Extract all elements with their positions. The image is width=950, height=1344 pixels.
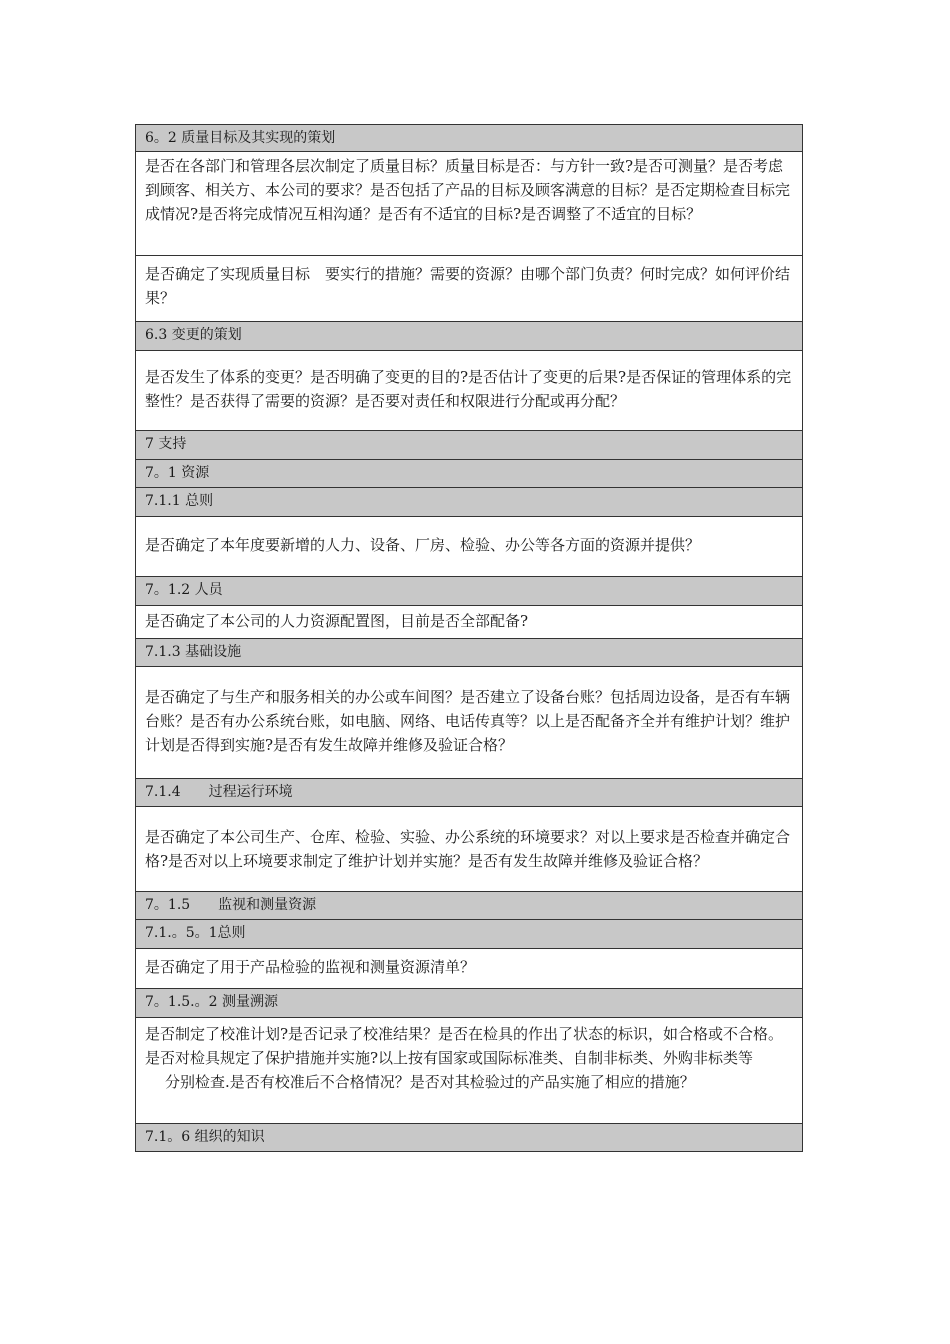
checklist-item: 是否确定了与生产和服务相关的办公或车间图？是否建立了设备台账？包括周边设备，是否有车辆台账？是否有办公系统台账，如电脑、网络、电话传真等？以上是否配备齐全并有维护计划？维护计划是否得到实施?是否有发生故障并维修及验证合格？ <box>136 667 802 779</box>
checklist-item: 是否发生了体系的变更？是否明确了变更的目的?是否估计了变更的后果?是否保证的管理体系的完整性？是否获得了需要的资源？是否要对责任和权限进行分配或再分配？ <box>136 351 802 431</box>
section-heading-7-1-3: 7.1.3 基础设施 <box>136 639 802 667</box>
section-heading-7-1-5-2: 7。1.5.。2 测量溯源 <box>136 989 802 1018</box>
section-heading-7-1: 7。1 资源 <box>136 460 802 488</box>
section-heading-6-2: 6。2 质量目标及其实现的策划 <box>136 125 802 152</box>
section-heading-7: 7 支持 <box>136 431 802 460</box>
audit-checklist-table <box>135 124 803 1152</box>
checklist-item: 是否在各部门和管理各层次制定了质量目标？质量目标是否：与方针一致?是否可测量？是否考虑到顾客、相关方、本公司的要求？是否包括了产品的目标及顾客满意的目标？是否定期检查目标完成情况?是否将完成情况互相沟通？是否有不适宜的目标?是否调整了不适宜的目标？ <box>136 152 802 256</box>
section-heading-7-1-1: 7.1.1 总则 <box>136 488 802 517</box>
checklist-item: 是否确定了本公司的人力资源配置图，目前是否全部配备? <box>136 606 802 639</box>
checklist-item-continuation: 分别检查.是否有校准后不合格情况？是否对其检验过的产品实施了相应的措施？ <box>165 1073 695 1091</box>
section-heading-6-3: 6.3 变更的策划 <box>136 322 802 351</box>
checklist-item-text: 是否制定了校准计划?是否记录了校准结果？是否在检具的作出了状态的标识，如合格或不合格。是否对检具规定了保护措施并实施?以上按有国家或国际标准类、自制非标类、外购非标类等 <box>145 1025 784 1067</box>
section-heading-7-1-5-1: 7.1.。5。1总则 <box>136 920 802 949</box>
section-heading-7-1-5: 7。1.5 监视和测量资源 <box>136 892 802 920</box>
checklist-item: 是否确定了实现质量目标 要实行的措施？需要的资源？由哪个部门负责？何时完成？如何评价结果？ <box>136 256 802 322</box>
checklist-item: 是否确定了用于产品检验的监视和测量资源清单？ <box>136 949 802 989</box>
checklist-item <box>136 1018 802 1124</box>
checklist-item: 是否确定了本公司生产、仓库、检验、实验、办公系统的环境要求？对以上要求是否检查并确定合格?是否对以上环境要求制定了维护计划并实施？是否有发生故障并维修及验证合格？ <box>136 807 802 892</box>
checklist-item: 是否确定了本年度要新增的人力、设备、厂房、检验、办公等各方面的资源并提供？ <box>136 517 802 577</box>
section-heading-7-1-6: 7.1。6 组织的知识 <box>136 1124 802 1151</box>
section-heading-7-1-2: 7。1.2 人员 <box>136 577 802 606</box>
section-heading-7-1-4: 7.1.4 过程运行环境 <box>136 779 802 807</box>
